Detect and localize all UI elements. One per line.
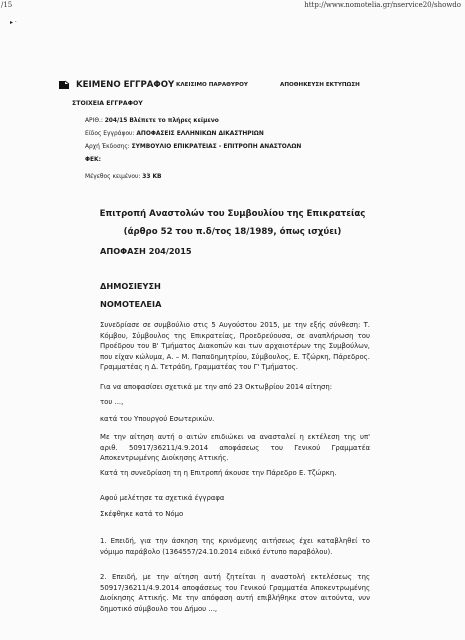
browser-print-header [0, 0, 465, 12]
article-reference: (άρθρο 52 του π.δ/τος 18/1989, όπως ισχύει) [123, 227, 342, 237]
paragraph-hearing: Κατά τη συνεδρίαση τη η Επιτροπή άκουσε την Πάρεδρο Ε. Τζώρκη. [100, 469, 337, 477]
save-print-link[interactable]: ΑΠΟΘΗΚΕΥΣΗ ΕΚΤΥΠΩΣΗ [280, 82, 360, 88]
nomotelia-heading: ΝΟΜΟΤΕΛΕΙΑ [100, 299, 162, 309]
document-icon [58, 80, 70, 90]
page-number: /15 [1, 1, 13, 9]
meta-size: Μέγεθος κειμένου: 33 KB [85, 174, 162, 180]
meta-type: Είδος Εγγράφου: ΑΠΟΦΑΣΕΙΣ ΕΛΛΗΝΙΚΩΝ ΔΙΚΑΣΤΗΡΙΩΝ [85, 131, 264, 137]
document-toolbar [58, 80, 388, 92]
paragraph-session: Συνεδρίασε σε συμβούλιο στις 5 Αυγούστου 2015, με την εξής σύνθεση: Τ. Κόμβου, Σύμβουλος της Επικρατείας, Προεδρεύουσα, σε αναπλήρωση του Προέδρου του Β' Τμήματος Διακοπών και των αρχαιοτέρων της Συμβούλων, που είχαν κώλυμα, Α. – Μ. Παπαδημητρίου, Σύμβουλος, Ε. Τζώρκη, Πάρεδρος. Γραμματέας η Δ. Τετράδη, Γραμματέας του Γ' Τμήματος. [100, 321, 370, 371]
page-url: http://www.nomotelia.gr/nservice20/showdo [304, 1, 461, 9]
meta-issuer: Αρχή Έκδοσης: ΣΥΜΒΟΥΛΙΟ ΕΠΙΚΡΑΤΕΙΑΣ - ΕΠΙΤΡΟΠΗ ΑΝΑΣΤΟΛΩΝ [85, 144, 302, 150]
scan-marker: ▸ · [10, 19, 17, 26]
committee-title: Επιτροπή Αναστολών του Συμβουλίου της Επικρατείας [99, 209, 366, 219]
section-title: ΣΤΟΙΧΕΙΑ ΕΓΓΡΑΦΟΥ [72, 100, 143, 107]
paragraph-petition: Με την αίτηση αυτή ο αιτών επιδιώκει να ανασταλεί η εκτέλεση της υπ' αριθ. 50917/36211/4.9.2014 αποφάσεως του Γενικού Γραμματέα Αποκεντρωμένης Διοίκησης Αττικής. [100, 433, 370, 462]
paragraph-against: κατά του Υπουργού Εσωτερικών. [100, 415, 215, 423]
meta-fek: ΦΕΚ: [85, 157, 101, 163]
paragraph-1: 1. Επειδή, για την άσκηση της κρινόμενης αιτήσεως έχει καταβληθεί το νόμιμο παράβολο (1364557/24.10.2014 ειδικό έντυπο παραβόλου). [100, 537, 370, 556]
full-text-link[interactable]: 204/15 Βλέπετε το πλήρες κείμενο [104, 118, 219, 124]
paragraph-2: 2. Επειδή, με την αίτηση αυτή ζητείται η αναστολή εκτελέσεως της 50917/36211/4.9.2014 αποφάσεως του Γενικού Γραμματέα Αποκεντρωμένης Διοίκησης Αττικής. Με την απόφαση αυτή επιβλήθηκε στον αιτούντα, νυν δημοτικό σύμβουλο του Δήμου ..., [100, 573, 370, 613]
close-window-link[interactable]: ΚΛΕΙΣΙΜΟ ΠΑΡΑΘΥΡΟΥ [176, 82, 248, 88]
paragraph-request: Για να αποφασίσει σχετικά με την από 23 Οκτωβρίου 2014 αίτηση: [100, 383, 333, 391]
decision-number: ΑΠΟΦΑΣΗ 204/2015 [100, 246, 192, 256]
publication-heading: ΔΗΜΟΣΙΕΥΣΗ [100, 281, 161, 291]
paragraph-law: Σκέφθηκε κατά το Νόμο [100, 510, 184, 518]
paragraph-studied: Αφού μελέτησε τα σχετικά έγγραφα [100, 494, 225, 502]
document-heading: ΚΕΙΜΕΝΟ ΕΓΓΡΑΦΟΥ [76, 80, 175, 90]
meta-number: ΑΡΙΘ.: 204/15 Βλέπετε το πλήρες κείμενο [85, 118, 219, 124]
paragraph-of: του ..., [100, 398, 124, 406]
